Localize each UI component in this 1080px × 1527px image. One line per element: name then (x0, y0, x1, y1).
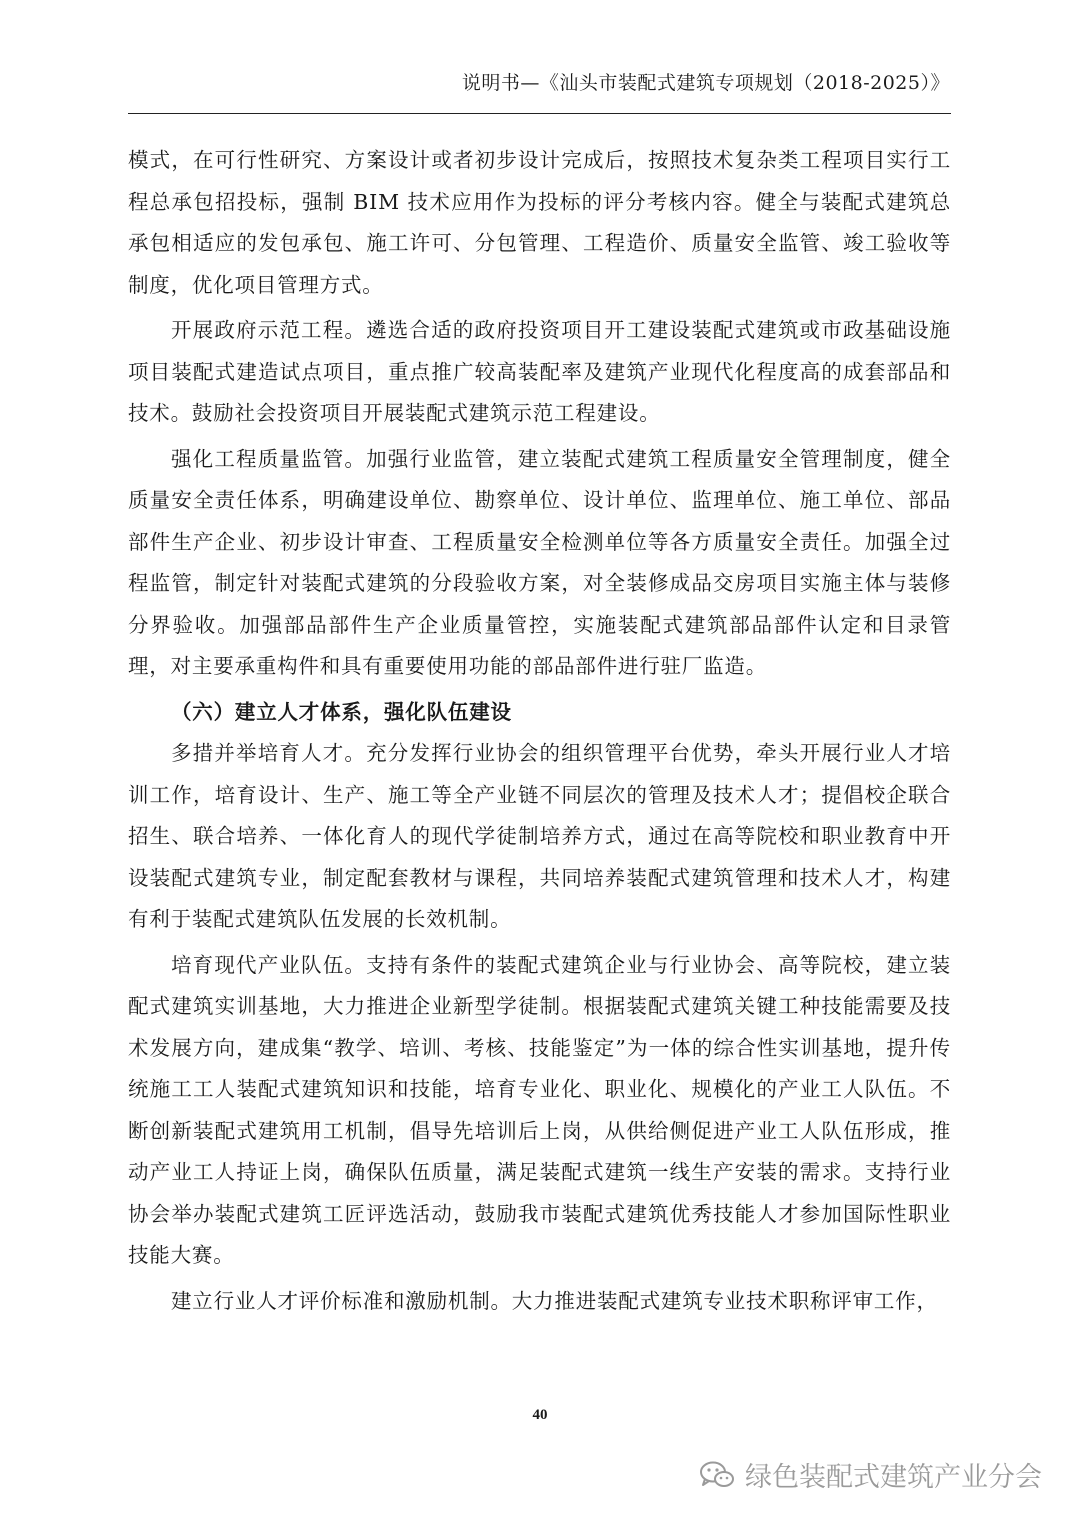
page-number: 40 (532, 1407, 548, 1423)
paragraph-talent-cultivation: 多措并举培育人才。充分发挥行业协会的组织管理平台优势，牵头开展行业人才培训工作，培育设计、生产、施工等全产业链不同层次的管理及技术人才；提倡校企联合招生、联合培养、一体化育人的现代学徒制培养方式，通过在高等院校和职业教育中开设装配式建筑专业，制定配套教材与课程，共同培养装配式建筑管理和技术人才，构建有利于装配式建筑队伍发展的长效机制。 (128, 741, 951, 931)
section-heading: （六）建立人才体系，强化队伍建设 (171, 699, 512, 724)
watermark-text: 绿色装配式建筑产业分会 (745, 1462, 1042, 1493)
page-header: 说明书—《汕头市装配式建筑专项规划（2018-2025）》 (461, 72, 950, 94)
paragraph-quality-supervision: 强化工程质量监管。加强行业监管，建立装配式建筑工程质量安全管理制度，健全质量安全责任体系，明确建设单位、勘察单位、设计单位、监理单位、施工单位、部品部件生产企业、初步设计审查、工程质量安全检测单位等各方质量安全责任。加强全过程监管，制定针对装配式建筑的分段验收方案，对全装修成品交房项目实施主体与装修分界验收。加强部品部件生产企业质量管控，实施装配式建筑部品部件认定和目录管理，对主要承重构件和具有重要使用功能的部品部件进行驻厂监造。 (128, 446, 951, 678)
paragraph-industry-workforce: 培育现代产业队伍。支持有条件的装配式建筑企业与行业协会、高等院校，建立装配式建筑实训基地，大力推进企业新型学徒制。根据装配式建筑关键工种技能需要及技术发展方向，建成集“教学、培训、考核、技能鉴定”为一体的综合性实训基地，提升传统施工工人装配式建筑知识和技能，培育专业化、职业化、规模化的产业工人队伍。不断创新装配式建筑用工机制，倡导先培训后上岗，从供给侧促进产业工人队伍形成，推动产业工人持证上岗，确保队伍质量，满足装配式建筑一线生产安装的需求。支持行业协会举办装配式建筑工匠评选活动，鼓励我市装配式建筑优秀技能人才参加国际性职业技能大赛。 (128, 952, 951, 1267)
header-divider (128, 113, 951, 114)
paragraph-government-demo: 开展政府示范工程。遴选合适的政府投资项目开工建设装配式建筑或市政基础设施项目装配式建造试点项目，重点推广较高装配率及建筑产业现代化程度高的成套部品和技术。鼓励社会投资项目开展装配式建筑示范工程建设。 (128, 318, 951, 425)
paragraph-continuation: 模式，在可行性研究、方案设计或者初步设计完成后，按照技术复杂类工程项目实行工程总承包招投标，强制 BIM 技术应用作为投标的评分考核内容。健全与装配式建筑总承包相适应的发包承包、施工许可、分包管理、工程造价、质量安全监管、竣工验收等制度，优化项目管理方式。 (128, 148, 951, 297)
page-body (128, 140, 951, 1326)
watermark (699, 1455, 1042, 1494)
paragraph-evaluation-standards: 建立行业人才评价标准和激励机制。大力推进装配式建筑专业技术职称评审工作， (171, 1288, 938, 1313)
wechat-icon (699, 1460, 735, 1490)
